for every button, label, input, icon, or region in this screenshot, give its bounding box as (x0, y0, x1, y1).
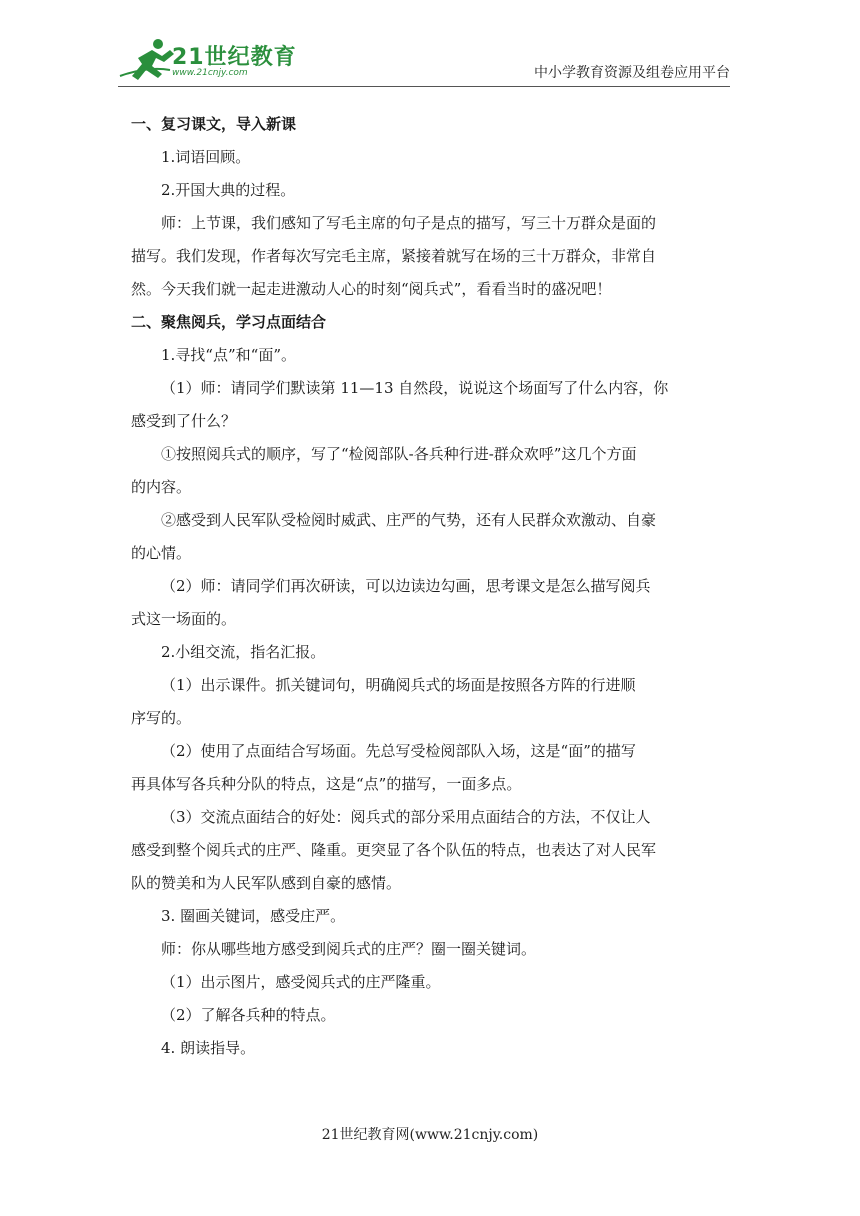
paragraph: （2）了解各兵种的特点。 (161, 1006, 336, 1024)
paragraph-cont: 再具体写各兵种分队的特点，这是“点”的描写，一面多点。 (131, 775, 522, 793)
platform-title: 中小学教育资源及组卷应用平台 (534, 65, 730, 81)
section-heading-2: 二、聚焦阅兵，学习点面结合 (131, 313, 327, 331)
paragraph: 1.寻找“点”和“面”。 (161, 346, 296, 364)
paragraph: 3. 圈画关键词，感受庄严。 (161, 907, 346, 925)
page-footer: 21世纪教育网(www.21cnjy.com) (321, 1127, 539, 1143)
paragraph: （1）出示课件。抓关键词句，明确阅兵式的场面是按照各方阵的行进顺 (161, 676, 636, 694)
paragraph: （1）师：请同学们默读第 11—13 自然段，说说这个场面写了什么内容，你 (161, 379, 669, 397)
paragraph-cont: 感受到了什么？ (131, 412, 237, 430)
paragraph-cont: 序写的。 (131, 709, 192, 727)
paragraph: 2.小组交流，指名汇报。 (161, 643, 326, 661)
header-divider (118, 86, 730, 87)
section-heading-1: 一、复习课文，导入新课 (131, 115, 297, 133)
paragraph-cont: 队的赞美和为人民军队感到自豪的感情。 (131, 874, 402, 892)
paragraph-cont: 的心情。 (131, 544, 192, 562)
paragraph: 2.开国大典的过程。 (161, 181, 296, 199)
paragraph: 4. 朗读指导。 (161, 1039, 256, 1057)
paragraph: （2）使用了点面结合写场面。先总写受检阅部队入场，这是“面”的描写 (161, 742, 636, 760)
paragraph: （3）交流点面结合的好处：阅兵式的部分采用点面结合的方法，不仅让人 (161, 808, 651, 826)
document-body (131, 108, 731, 1065)
paragraph-cont: 式这一场面的。 (131, 610, 237, 628)
paragraph: ②感受到人民军队受检阅时威武、庄严的气势，还有人民群众欢激动、自豪 (161, 511, 657, 529)
page-header (0, 0, 860, 96)
paragraph-cont: 描写。我们发现，作者每次写完毛主席，紧接着就写在场的三十万群众，非常自 (131, 247, 657, 265)
paragraph: ①按照阅兵式的顺序，写了“检阅部队-各兵种行进-群众欢呼”这几个方面 (161, 445, 637, 463)
paragraph: 1.词语回顾。 (161, 148, 251, 166)
paragraph: （2）师：请同学们再次研读，可以边读边勾画，思考课文是怎么描写阅兵 (161, 577, 651, 595)
paragraph-cont: 感受到整个阅兵式的庄严、隆重。更突显了各个队伍的特点，也表达了对人民军 (131, 841, 657, 859)
paragraph: 师：上节课，我们感知了写毛主席的句子是点的描写，写三十万群众是面的 (161, 214, 657, 232)
paragraph: 师：你从哪些地方感受到阅兵式的庄严？圈一圈关键词。 (161, 940, 537, 958)
paragraph-cont: 然。今天我们就一起走进激动人心的时刻“阅兵式”，看看当时的盛况吧！ (131, 280, 612, 298)
logo-url: www.21cnjy.com (172, 68, 248, 78)
logo-text: 21世纪教育 (172, 45, 297, 70)
paragraph: （1）出示图片，感受阅兵式的庄严隆重。 (161, 973, 441, 991)
paragraph-cont: 的内容。 (131, 478, 192, 496)
